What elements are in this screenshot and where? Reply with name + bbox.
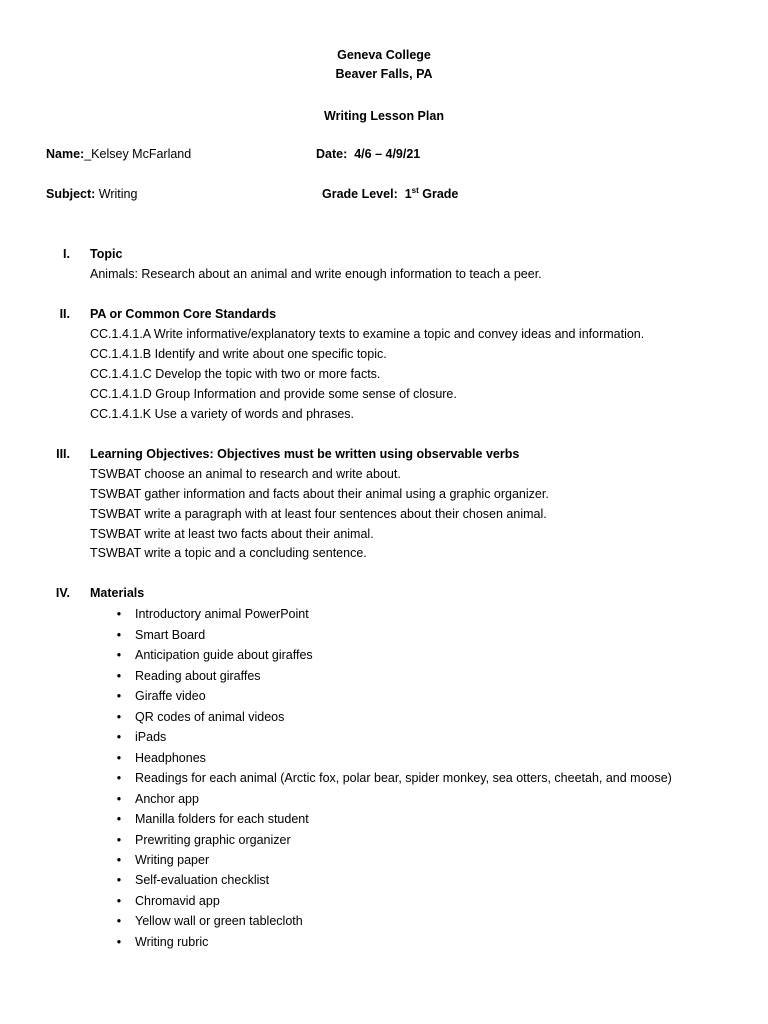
material-item: Anchor app [135, 792, 199, 806]
material-item: Smart Board [135, 628, 206, 642]
grade-row [322, 187, 458, 201]
grade-word: Grade [422, 187, 459, 201]
grade-suffix: st [411, 185, 419, 195]
objective-line: TSWBAT write a paragraph with at least four sentences about their chosen animal. [90, 507, 547, 521]
bullet-icon: • [116, 607, 122, 621]
objective-line: TSWBAT choose an animal to research and write about. [90, 467, 401, 481]
objective-line: TSWBAT write a topic and a concluding sentence. [90, 546, 367, 560]
material-item: iPads [135, 730, 167, 744]
name-row [46, 147, 191, 161]
objective-line: TSWBAT gather information and facts about their animal using a graphic organizer. [90, 487, 549, 501]
section-standards-numeral: II. [59, 307, 70, 321]
material-item: Prewriting graphic organizer [135, 833, 291, 847]
college-name: Geneva College [337, 48, 431, 62]
bullet-icon: • [116, 894, 122, 908]
name-label: Name: [46, 147, 85, 161]
subject-value: Writing [98, 187, 138, 201]
bullet-icon: • [116, 689, 122, 703]
bullet-icon: • [116, 628, 122, 642]
standard-line: CC.1.4.1.A Write informative/explanatory texts to examine a topic and convey ideas and information. [90, 327, 645, 341]
bullet-icon: • [116, 914, 122, 928]
section-materials-title: Materials [90, 586, 145, 600]
material-item: Chromavid app [135, 894, 220, 908]
bullet-icon: • [116, 812, 122, 826]
objective-line: TSWBAT write at least two facts about their animal. [90, 527, 374, 541]
material-item: Introductory animal PowerPoint [135, 607, 309, 621]
date-label: Date: [316, 147, 348, 161]
standard-line: CC.1.4.1.C Develop the topic with two or more facts. [90, 367, 381, 381]
date-value: 4/6 – 4/9/21 [354, 147, 421, 161]
bullet-icon: • [116, 873, 122, 887]
lesson-plan-title: Writing Lesson Plan [324, 109, 444, 123]
material-item: Manilla folders for each student [135, 812, 309, 826]
standard-line: CC.1.4.1.B Identify and write about one specific topic. [90, 347, 387, 361]
bullet-icon: • [116, 730, 122, 744]
section-objectives-numeral: III. [56, 447, 70, 461]
section-topic-title: Topic [90, 247, 123, 261]
material-item: Yellow wall or green tablecloth [135, 914, 303, 928]
material-item: Giraffe video [135, 689, 206, 703]
college-location: Beaver Falls, PA [335, 67, 433, 81]
standard-line: CC.1.4.1.D Group Information and provide some sense of closure. [90, 387, 457, 401]
bullet-icon: • [116, 751, 122, 765]
standard-line: CC.1.4.1.K Use a variety of words and phrases. [90, 407, 355, 421]
material-item: Readings for each animal (Arctic fox, polar bear, spider monkey, sea otters, cheetah, and moose) [135, 771, 672, 785]
section-standards-title: PA or Common Core Standards [90, 307, 277, 321]
material-item: Self-evaluation checklist [135, 873, 270, 887]
topic-line: Animals: Research about an animal and write enough information to teach a peer. [90, 267, 542, 281]
material-item: Writing rubric [135, 935, 209, 949]
material-item: Writing paper [135, 853, 210, 867]
bullet-icon: • [116, 710, 122, 724]
bullet-icon: • [116, 669, 122, 683]
bullet-icon: • [116, 771, 122, 785]
material-item: Anticipation guide about giraffes [135, 648, 313, 662]
bullet-icon: • [116, 792, 122, 806]
subject-label: Subject: [46, 187, 96, 201]
name-value: _Kelsey McFarland [84, 147, 192, 161]
section-objectives-title: Learning Objectives: Objectives must be written using observable verbs [90, 447, 520, 461]
date-row [316, 147, 420, 161]
bullet-icon: • [116, 833, 122, 847]
bullet-icon: • [116, 935, 122, 949]
section-materials-numeral: IV. [55, 586, 70, 600]
grade-label: Grade Level: [322, 187, 398, 201]
bullet-icon: • [116, 853, 122, 867]
section-topic-numeral: I. [63, 247, 70, 261]
subject-row [46, 187, 137, 201]
material-item: Reading about giraffes [135, 669, 261, 683]
material-item: Headphones [135, 751, 206, 765]
bullet-icon: • [116, 648, 122, 662]
grade-number: 1 [404, 187, 412, 201]
material-item: QR codes of animal videos [135, 710, 285, 724]
